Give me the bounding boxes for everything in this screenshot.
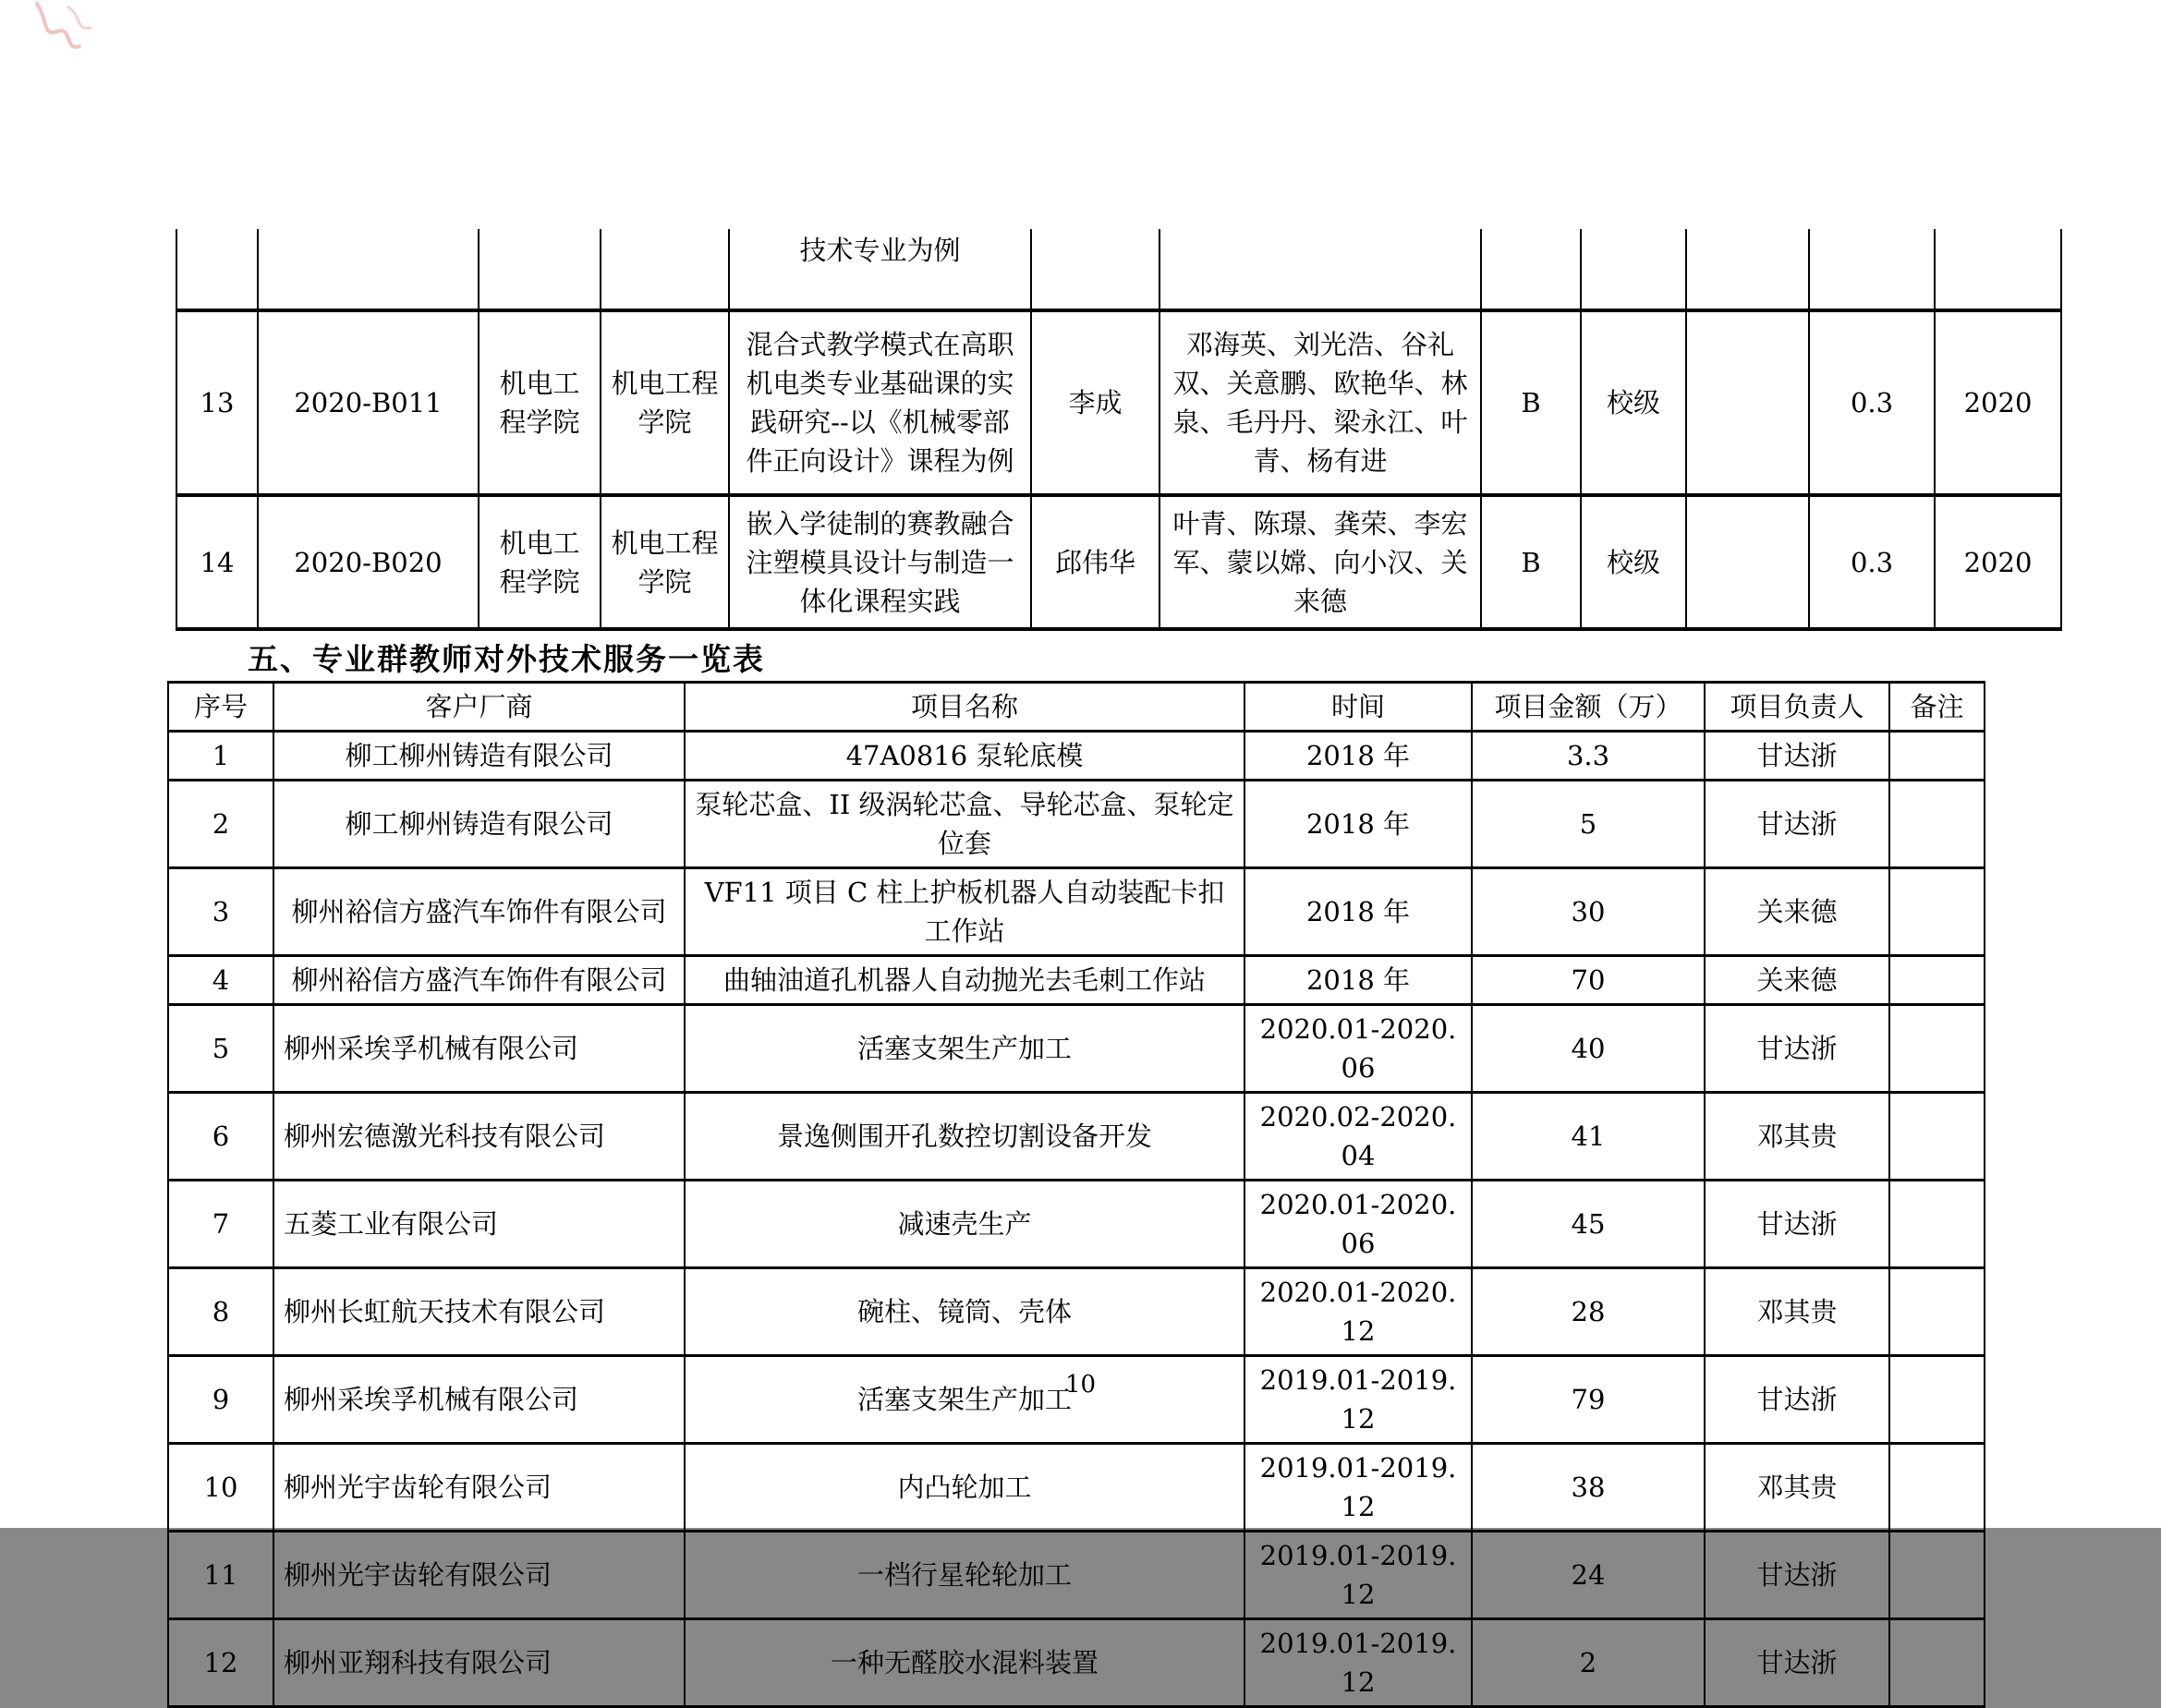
- table2-cell: 2019.01-2019.12: [1244, 1356, 1472, 1444]
- table2-cell: 2019.01-2019.12: [1244, 1532, 1472, 1619]
- table2-cell: 6: [168, 1093, 273, 1181]
- table1-cell: [1935, 229, 2061, 310]
- table1-cell: 叶青、陈璟、龚荣、李宏军、蒙以嫦、向小汉、关来德: [1159, 495, 1481, 629]
- table2-cell: 关来德: [1705, 956, 1889, 1005]
- table1-cell: [176, 229, 258, 310]
- table2-cell: [1889, 1093, 1985, 1181]
- table2-cell: 7: [168, 1181, 273, 1268]
- table2-header-cell: 备注: [1889, 683, 1985, 732]
- table2-cell: 8: [168, 1268, 273, 1356]
- table2-cell: 邓其贵: [1705, 1444, 1889, 1532]
- table2-cell: [1889, 868, 1985, 956]
- table2-cell: 5: [168, 1005, 273, 1093]
- table2-header-cell: 项目名称: [685, 683, 1244, 732]
- table1-cell: 嵌入学徒制的赛教融合注塑模具设计与制造一体化课程实践: [729, 495, 1031, 629]
- table1-cell: 技术专业为例: [729, 229, 1031, 310]
- table1-cell: 机电工程学院: [601, 310, 729, 495]
- table2-cell: 2: [1472, 1619, 1705, 1707]
- table1-cell: 邱伟华: [1031, 495, 1159, 629]
- table2-cell: 柳工柳州铸造有限公司: [273, 732, 685, 781]
- table2-header-cell: 时间: [1244, 683, 1472, 732]
- table2-cell: 甘达浙: [1705, 1005, 1889, 1093]
- table1-cell: [1686, 495, 1809, 629]
- table2-cell: 3.3: [1472, 732, 1705, 781]
- table1-cell: 2020: [1935, 310, 2061, 495]
- section-heading: 五、专业群教师对外技术服务一览表: [248, 641, 765, 677]
- table2-cell: 甘达浙: [1705, 1619, 1889, 1707]
- table2-header-cell: 项目金额（万）: [1472, 683, 1705, 732]
- table1-cell: [1031, 229, 1159, 310]
- table2-cell: 甘达浙: [1705, 1181, 1889, 1268]
- table2-cell: 11: [168, 1532, 273, 1619]
- table1-cell: [258, 229, 479, 310]
- table1-cell: 0.3: [1809, 495, 1935, 629]
- table1-cell: [1686, 310, 1809, 495]
- table1-cell: 13: [176, 310, 258, 495]
- table2-cell: 关来德: [1705, 868, 1889, 956]
- table2-cell: 1: [168, 732, 273, 781]
- table2-cell: 24: [1472, 1532, 1705, 1619]
- table2-cell: 30: [1472, 868, 1705, 956]
- table1-cell: [1481, 229, 1581, 310]
- table1-cell: 校级: [1581, 310, 1686, 495]
- table2-cell: 10: [168, 1444, 273, 1532]
- table2-cell: 47A0816 泵轮底模: [685, 732, 1244, 781]
- external-tech-service-table-wrap: [167, 681, 1984, 1708]
- table2-cell: 一种无醛胶水混料装置: [685, 1619, 1244, 1707]
- table1-cell: 校级: [1581, 495, 1686, 629]
- research-projects-table: [176, 229, 2062, 631]
- table2-cell: 活塞支架生产加工: [685, 1005, 1244, 1093]
- table1-cell: [1809, 229, 1935, 310]
- table2-cell: 70: [1472, 956, 1705, 1005]
- table2-header-cell: 项目负责人: [1705, 683, 1889, 732]
- table2-cell: 柳州裕信方盛汽车饰件有限公司: [273, 868, 685, 956]
- table2-cell: 41: [1472, 1093, 1705, 1181]
- table2-cell: 2018 年: [1244, 732, 1472, 781]
- table2-cell: [1889, 1532, 1985, 1619]
- table2-cell: 3: [168, 868, 273, 956]
- table2-cell: 活塞支架生产加工: [685, 1356, 1244, 1444]
- table2-cell: [1889, 1619, 1985, 1707]
- table2-cell: [1889, 1356, 1985, 1444]
- table2-cell: 泵轮芯盒、II 级涡轮芯盒、导轮芯盒、泵轮定位套: [685, 781, 1244, 868]
- table2-cell: 柳州采埃孚机械有限公司: [273, 1356, 685, 1444]
- table2-cell: 2: [168, 781, 273, 868]
- table1-cell: 混合式教学模式在高职机电类专业基础课的实践研究--以《机械零部件正向设计》课程为例: [729, 310, 1031, 495]
- table2-header-cell: 序号: [168, 683, 273, 732]
- table2-cell: 邓其贵: [1705, 1093, 1889, 1181]
- table2-cell: 38: [1472, 1444, 1705, 1532]
- table1-cell: 0.3: [1809, 310, 1935, 495]
- page-number: 10: [1064, 1371, 1097, 1399]
- table1-cell: 机电工程学院: [479, 495, 601, 629]
- table2-cell: 一档行星轮轮加工: [685, 1532, 1244, 1619]
- table2-cell: 2020.01-2020.06: [1244, 1005, 1472, 1093]
- table2-cell: [1889, 1005, 1985, 1093]
- table1-cell: [479, 229, 601, 310]
- table2-cell: [1889, 781, 1985, 868]
- table2-cell: 柳州采埃孚机械有限公司: [273, 1005, 685, 1093]
- table2-cell: 碗柱、镜筒、壳体: [685, 1268, 1244, 1356]
- table2-cell: 景逸侧围开孔数控切割设备开发: [685, 1093, 1244, 1181]
- table2-cell: 2020.02-2020.04: [1244, 1093, 1472, 1181]
- table2-cell: 甘达浙: [1705, 1356, 1889, 1444]
- table1-cell: 机电工程学院: [479, 310, 601, 495]
- table1-cell: [1159, 229, 1481, 310]
- table2-cell: 2018 年: [1244, 956, 1472, 1005]
- table1-cell: 邓海英、刘光浩、谷礼双、关意鹏、欧艳华、林泉、毛丹丹、梁永江、叶青、杨有进: [1159, 310, 1481, 495]
- table1-cell: 机电工程学院: [601, 495, 729, 629]
- table2-cell: VF11 项目 C 柱上护板机器人自动装配卡扣工作站: [685, 868, 1244, 956]
- table2-header-cell: 客户厂商: [273, 683, 685, 732]
- table1-cell: 14: [176, 495, 258, 629]
- table1-cell: 2020-B011: [258, 310, 479, 495]
- table1-cell: 2020: [1935, 495, 2061, 629]
- table2-cell: 2018 年: [1244, 868, 1472, 956]
- table2-cell: 2019.01-2019.12: [1244, 1444, 1472, 1532]
- table1-cell: [1686, 229, 1809, 310]
- table2-cell: [1889, 732, 1985, 781]
- table1-cell: 李成: [1031, 310, 1159, 495]
- table2-cell: 减速壳生产: [685, 1181, 1244, 1268]
- table2-cell: [1889, 1444, 1985, 1532]
- table2-cell: 甘达浙: [1705, 1532, 1889, 1619]
- table2-cell: 45: [1472, 1181, 1705, 1268]
- table2-cell: 甘达浙: [1705, 781, 1889, 868]
- table2-cell: 柳州裕信方盛汽车饰件有限公司: [273, 956, 685, 1005]
- table2-cell: 28: [1472, 1268, 1705, 1356]
- table2-cell: 柳州长虹航天技术有限公司: [273, 1268, 685, 1356]
- table2-cell: 9: [168, 1356, 273, 1444]
- table2-cell: 40: [1472, 1005, 1705, 1093]
- table2-cell: 柳州光宇齿轮有限公司: [273, 1532, 685, 1619]
- table2-cell: [1889, 1181, 1985, 1268]
- table2-cell: 2020.01-2020.06: [1244, 1181, 1472, 1268]
- table2-cell: 4: [168, 956, 273, 1005]
- table2-cell: 邓其贵: [1705, 1268, 1889, 1356]
- table1-cell: [601, 229, 729, 310]
- table2-cell: 79: [1472, 1356, 1705, 1444]
- table2-cell: 甘达浙: [1705, 732, 1889, 781]
- table2-cell: 柳州宏德激光科技有限公司: [273, 1093, 685, 1181]
- table1-cell: 2020-B020: [258, 495, 479, 629]
- table2-cell: [1889, 1268, 1985, 1356]
- table1-cell: B: [1481, 310, 1581, 495]
- red-pen-mark: [20, 0, 122, 83]
- table2-cell: 5: [1472, 781, 1705, 868]
- table2-cell: 12: [168, 1619, 273, 1707]
- table2-cell: 2018 年: [1244, 781, 1472, 868]
- table2-cell: 2019.01-2019.12: [1244, 1619, 1472, 1707]
- table2-cell: 2020.01-2020.12: [1244, 1268, 1472, 1356]
- table1-cell: [1581, 229, 1686, 310]
- research-projects-table-continued: [176, 229, 2060, 631]
- table2-cell: 柳州光宇齿轮有限公司: [273, 1444, 685, 1532]
- table1-cell: B: [1481, 495, 1581, 629]
- table2-cell: 五菱工业有限公司: [273, 1181, 685, 1268]
- table2-cell: 柳工柳州铸造有限公司: [273, 781, 685, 868]
- table2-cell: 曲轴油道孔机器人自动抛光去毛刺工作站: [685, 956, 1244, 1005]
- table2-cell: 内凸轮加工: [685, 1444, 1244, 1532]
- external-tech-service-table: [167, 681, 1985, 1708]
- table2-cell: [1889, 956, 1985, 1005]
- table2-cell: 柳州亚翔科技有限公司: [273, 1619, 685, 1707]
